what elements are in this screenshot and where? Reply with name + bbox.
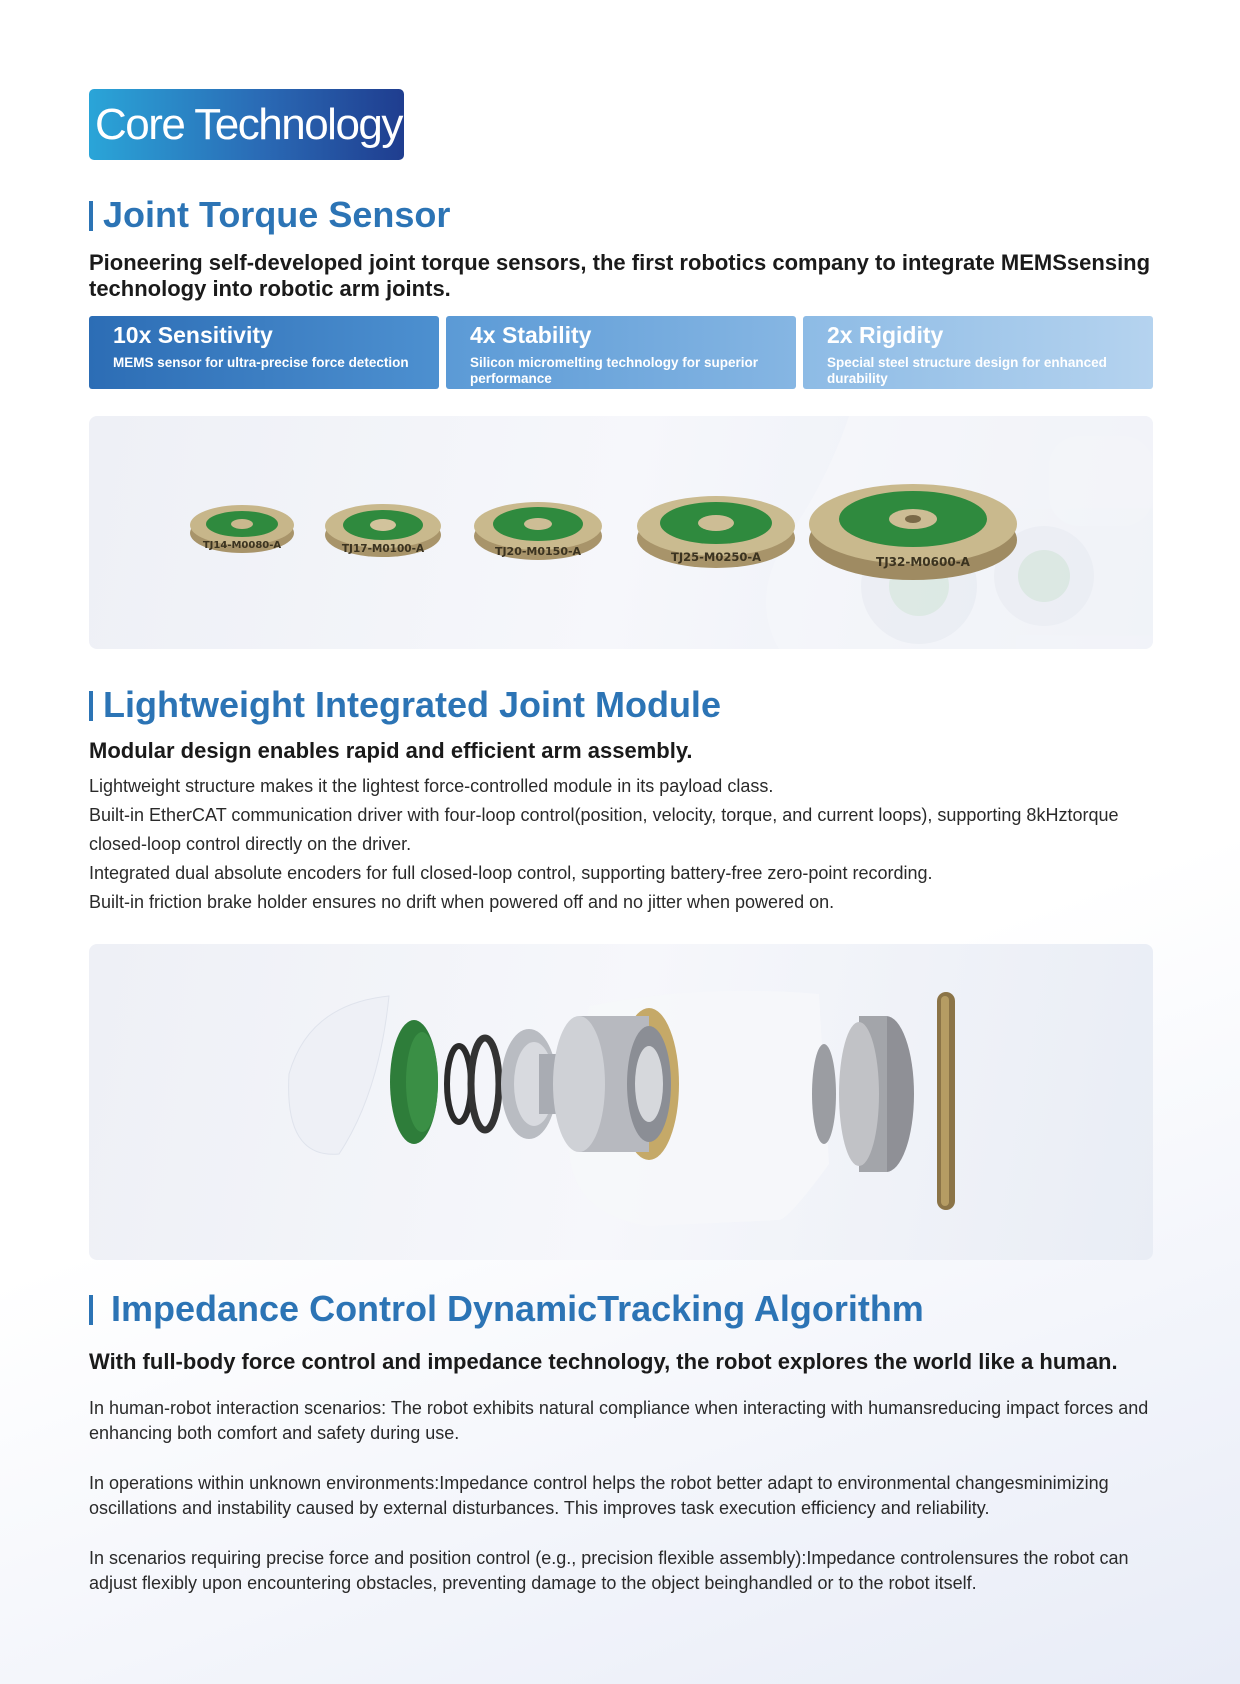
sensor-tj32 bbox=[809, 484, 1017, 580]
sensor-label: TJ14-M0080-A bbox=[202, 540, 282, 551]
impedance-paragraph: In human-robot interaction scenarios: The robot exhibits natural compliance when interacting with humansreducing impact forces and enhancing both comfort and safety during use. bbox=[89, 1398, 1149, 1443]
core-technology-badge: Core Technology bbox=[89, 89, 404, 160]
joint-module-features bbox=[89, 772, 1159, 917]
sensor-label: TJ17-M0100-A bbox=[341, 543, 425, 555]
sensor-label: TJ25-M0250-A bbox=[670, 550, 762, 564]
feature-card-sensitivity bbox=[89, 316, 439, 389]
sensor-tj25 bbox=[637, 496, 795, 568]
title-accent-bar bbox=[89, 691, 93, 721]
feature-line: Integrated dual absolute encoders for full closed-loop control, supporting battery-free zero-point recording. bbox=[89, 863, 933, 883]
title-accent-bar bbox=[89, 1295, 93, 1325]
section-title-text: Impedance Control DynamicTracking Algorithm bbox=[111, 1288, 924, 1329]
feature-cards bbox=[89, 316, 1153, 389]
section-title-text: Lightweight Integrated Joint Module bbox=[103, 684, 721, 725]
feature-card-title: 10x Sensitivity bbox=[113, 322, 273, 348]
feature-line: Lightweight structure makes it the lightest force-controlled module in its payload class. bbox=[89, 776, 774, 796]
sensor-label: TJ32-M0600-A bbox=[876, 555, 970, 569]
feature-card-stability bbox=[446, 316, 796, 389]
feature-card-desc: Silicon micromelting technology for superior performance bbox=[470, 355, 759, 386]
feature-card-title: 4x Stability bbox=[470, 322, 592, 348]
joint-module-image bbox=[89, 944, 1153, 1260]
impedance-paragraph: In scenarios requiring precise force and position control (e.g., precision flexible assembly):Impedance controlensures the robot can adjust flexibly upon encountering obstacles, preventing damage to the object beinghandled or to the robot itself. bbox=[89, 1548, 1129, 1593]
impedance-paragraphs bbox=[89, 1396, 1159, 1596]
feature-card-desc: MEMS sensor for ultra-precise force detection bbox=[113, 355, 409, 370]
feature-line: Built-in friction brake holder ensures no drift when powered off and no jitter when powered on. bbox=[89, 892, 835, 912]
section-title-joint-module bbox=[89, 683, 721, 727]
torque-sensor-lead: Pioneering self-developed joint torque sensors, the first robotics company to integrate MEMSsensing technology into robotic arm joints. bbox=[89, 250, 1151, 301]
section-title-torque-sensor bbox=[89, 193, 450, 237]
joint-module-exploded-view bbox=[89, 944, 1153, 1260]
sensor-tj20 bbox=[474, 502, 602, 560]
torque-sensor-illustration bbox=[89, 416, 1153, 649]
feature-card-title: 2x Rigidity bbox=[827, 322, 944, 348]
feature-card-desc: Special steel structure design for enhanced durability bbox=[827, 355, 1107, 386]
sensor-label: TJ20-M0150-A bbox=[494, 545, 582, 558]
feature-line: Built-in EtherCAT communication driver with four-loop control(position, velocity, torque, and current loops), supporting 8kHztorque closed-loop control directly on the driver. bbox=[89, 805, 1119, 854]
impedance-lead: With full-body force control and impedance technology, the robot explores the world like a human. bbox=[89, 1349, 1118, 1374]
impedance-paragraph: In operations within unknown environments:Impedance control helps the robot better adapt to environmental changesminimizing oscillations and instability caused by external disturbances. This improves task execution efficiency and reliability. bbox=[89, 1473, 1109, 1518]
section-title-text: Joint Torque Sensor bbox=[103, 194, 451, 235]
torque-sensor-image bbox=[89, 416, 1153, 649]
sensor-tj14 bbox=[190, 505, 294, 553]
feature-card-rigidity bbox=[803, 316, 1153, 389]
sensor-tj17 bbox=[325, 504, 441, 557]
section-title-impedance bbox=[89, 1287, 924, 1331]
joint-module-lead: Modular design enables rapid and efficient arm assembly. bbox=[89, 738, 693, 763]
title-accent-bar bbox=[89, 201, 93, 231]
